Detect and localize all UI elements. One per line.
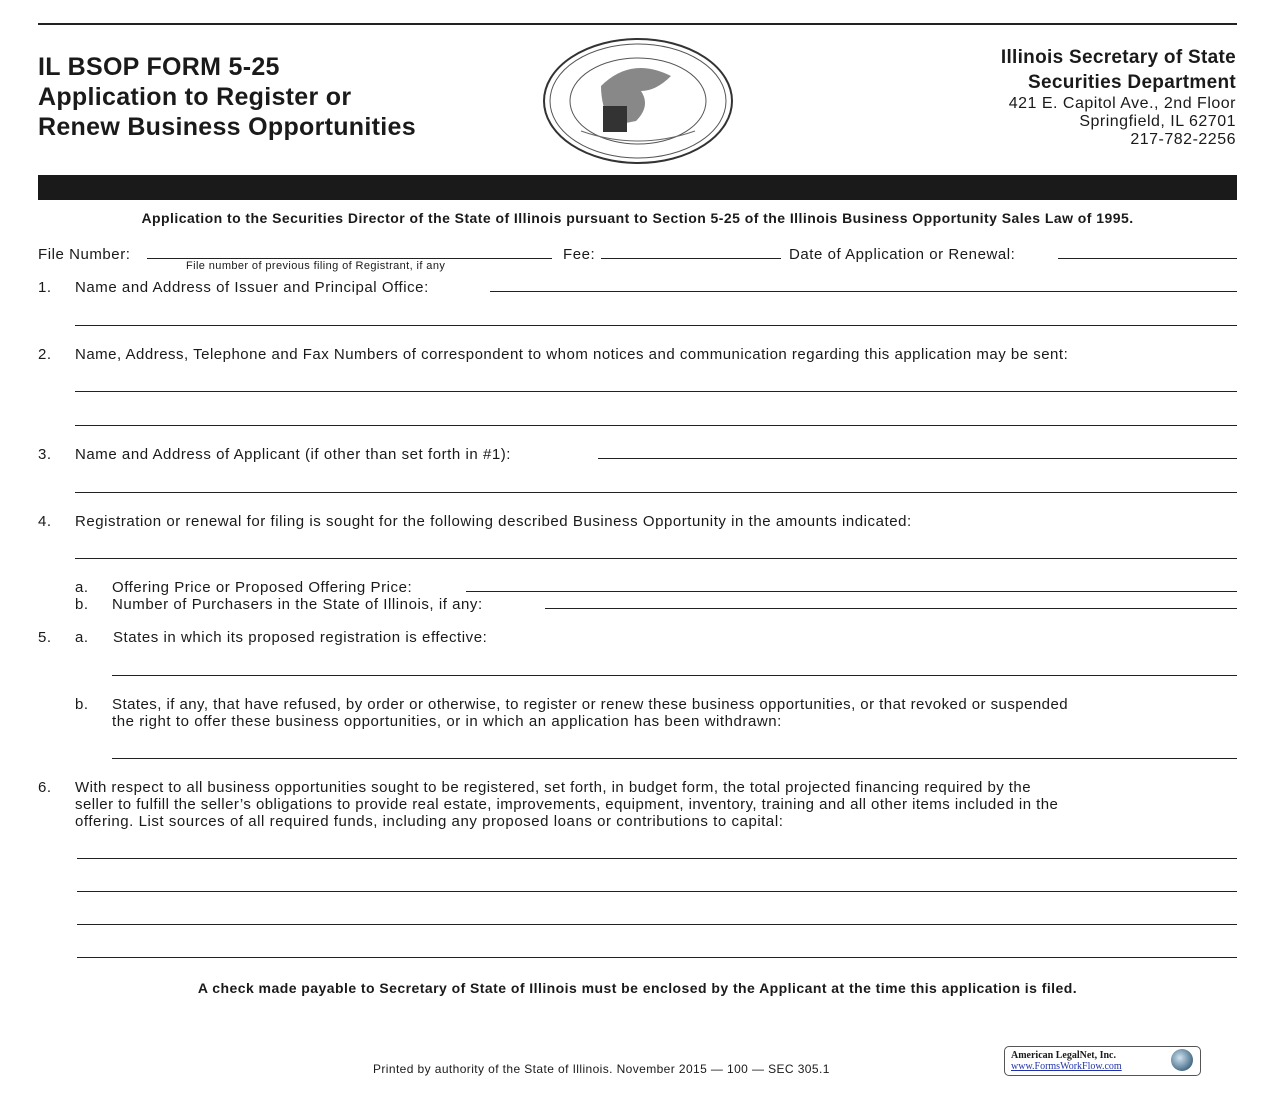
form-id: IL BSOP FORM 5-25 — [38, 53, 280, 81]
item-1-number: 1. — [38, 279, 52, 296]
item-2-field[interactable] — [75, 391, 1237, 392]
item-1-field-2[interactable] — [75, 325, 1237, 326]
fee-label: Fee: — [563, 246, 596, 263]
item-4-label: Registration or renewal for filing is sought for the following described Business Opportunity in the amounts indicated: — [75, 513, 912, 530]
item-4a-label: Offering Price or Proposed Offering Price: — [112, 579, 413, 596]
item-4b-label: Number of Purchasers in the State of Illinois, if any: — [112, 596, 483, 613]
date-label: Date of Application or Renewal: — [789, 246, 1016, 263]
item-4b-letter: b. — [75, 596, 89, 613]
item-6-field-4[interactable] — [77, 957, 1237, 958]
item-3-label: Name and Address of Applicant (if other than set forth in #1): — [75, 446, 511, 463]
item-5b-letter: b. — [75, 696, 89, 713]
item-5a-label: States in which its proposed registration is effective: — [113, 629, 488, 646]
address-line1: 421 E. Capitol Ave., 2nd Floor — [1008, 95, 1236, 112]
item-5b-field[interactable] — [112, 758, 1237, 759]
item-2-label: Name, Address, Telephone and Fax Numbers of correspondent to whom notices and communication regarding this application may be sent: — [75, 346, 1069, 363]
phone: 217-782-2256 — [1130, 131, 1236, 148]
legalnet-badge[interactable] — [1004, 1046, 1201, 1076]
item-4-field[interactable] — [75, 558, 1237, 559]
item-3-field[interactable] — [598, 458, 1237, 459]
badge-name: American LegalNet, Inc. — [1011, 1050, 1116, 1061]
file-number-label: File Number: — [38, 246, 131, 263]
item-3-field-2[interactable] — [75, 492, 1237, 493]
state-seal-icon — [541, 36, 735, 166]
date-field[interactable] — [1058, 258, 1237, 259]
item-1-field[interactable] — [490, 291, 1237, 292]
item-5b-label-line2: the right to offer these business opportunities, or in which an application has been withdrawn: — [112, 713, 782, 730]
intro-text: Application to the Securities Director of the State of Illinois pursuant to Section 5-25 of the Illinois Business Opportunity Sales Law of 1995. — [141, 210, 1134, 226]
item-5b-label-line1: States, if any, that have refused, by order or otherwise, to register or renew these business opportunities, or that revoked or suspended — [112, 696, 1069, 713]
item-1-label: Name and Address of Issuer and Principal Office: — [75, 279, 429, 296]
form-title-line2: Renew Business Opportunities — [38, 113, 416, 141]
file-number-hint: File number of previous filing of Registrant, if any — [186, 260, 446, 272]
item-4-number: 4. — [38, 513, 52, 530]
department-name: Securities Department — [1028, 72, 1236, 93]
badge-url[interactable]: www.FormsWorkFlow.com — [1011, 1061, 1122, 1072]
item-3-number: 3. — [38, 446, 52, 463]
item-5-number: 5. — [38, 629, 52, 646]
agency-name: Illinois Secretary of State — [1000, 47, 1236, 68]
item-5a-letter: a. — [75, 629, 89, 646]
offering-price-field[interactable] — [466, 591, 1237, 592]
item-2-number: 2. — [38, 346, 52, 363]
item-6-field-3[interactable] — [77, 924, 1237, 925]
black-bar — [38, 175, 1237, 200]
item-6-number: 6. — [38, 779, 52, 796]
item-2-field-2[interactable] — [75, 425, 1237, 426]
item-6-label-line3: offering. List sources of all required funds, including any proposed loans or contributions to capital: — [75, 813, 784, 830]
item-6-label-line2: seller to fulfill the seller’s obligations to provide real estate, improvements, equipment, inventory, training and all other items included in the — [75, 796, 1059, 813]
top-rule — [38, 23, 1237, 25]
fee-field[interactable] — [601, 258, 781, 259]
purchasers-field[interactable] — [545, 608, 1237, 609]
check-notice: A check made payable to Secretary of State of Illinois must be enclosed by the Applicant at the time this application is filed. — [197, 980, 1078, 996]
item-6-label-line1: With respect to all business opportunities sought to be registered, set forth, in budget form, the total projected financing required by the — [75, 779, 1032, 796]
file-number-field[interactable] — [147, 258, 552, 259]
form-title-line1: Application to Register or — [38, 83, 352, 111]
globe-icon — [1171, 1049, 1193, 1071]
item-6-field-1[interactable] — [77, 858, 1237, 859]
item-4a-letter: a. — [75, 579, 89, 596]
item-5a-field[interactable] — [112, 675, 1237, 676]
item-6-field-2[interactable] — [77, 891, 1237, 892]
footer-printed-by: Printed by authority of the State of Illinois. November 2015 — 100 — SEC 305.1 — [373, 1062, 830, 1076]
address-line2: Springfield, IL 62701 — [1079, 113, 1236, 130]
